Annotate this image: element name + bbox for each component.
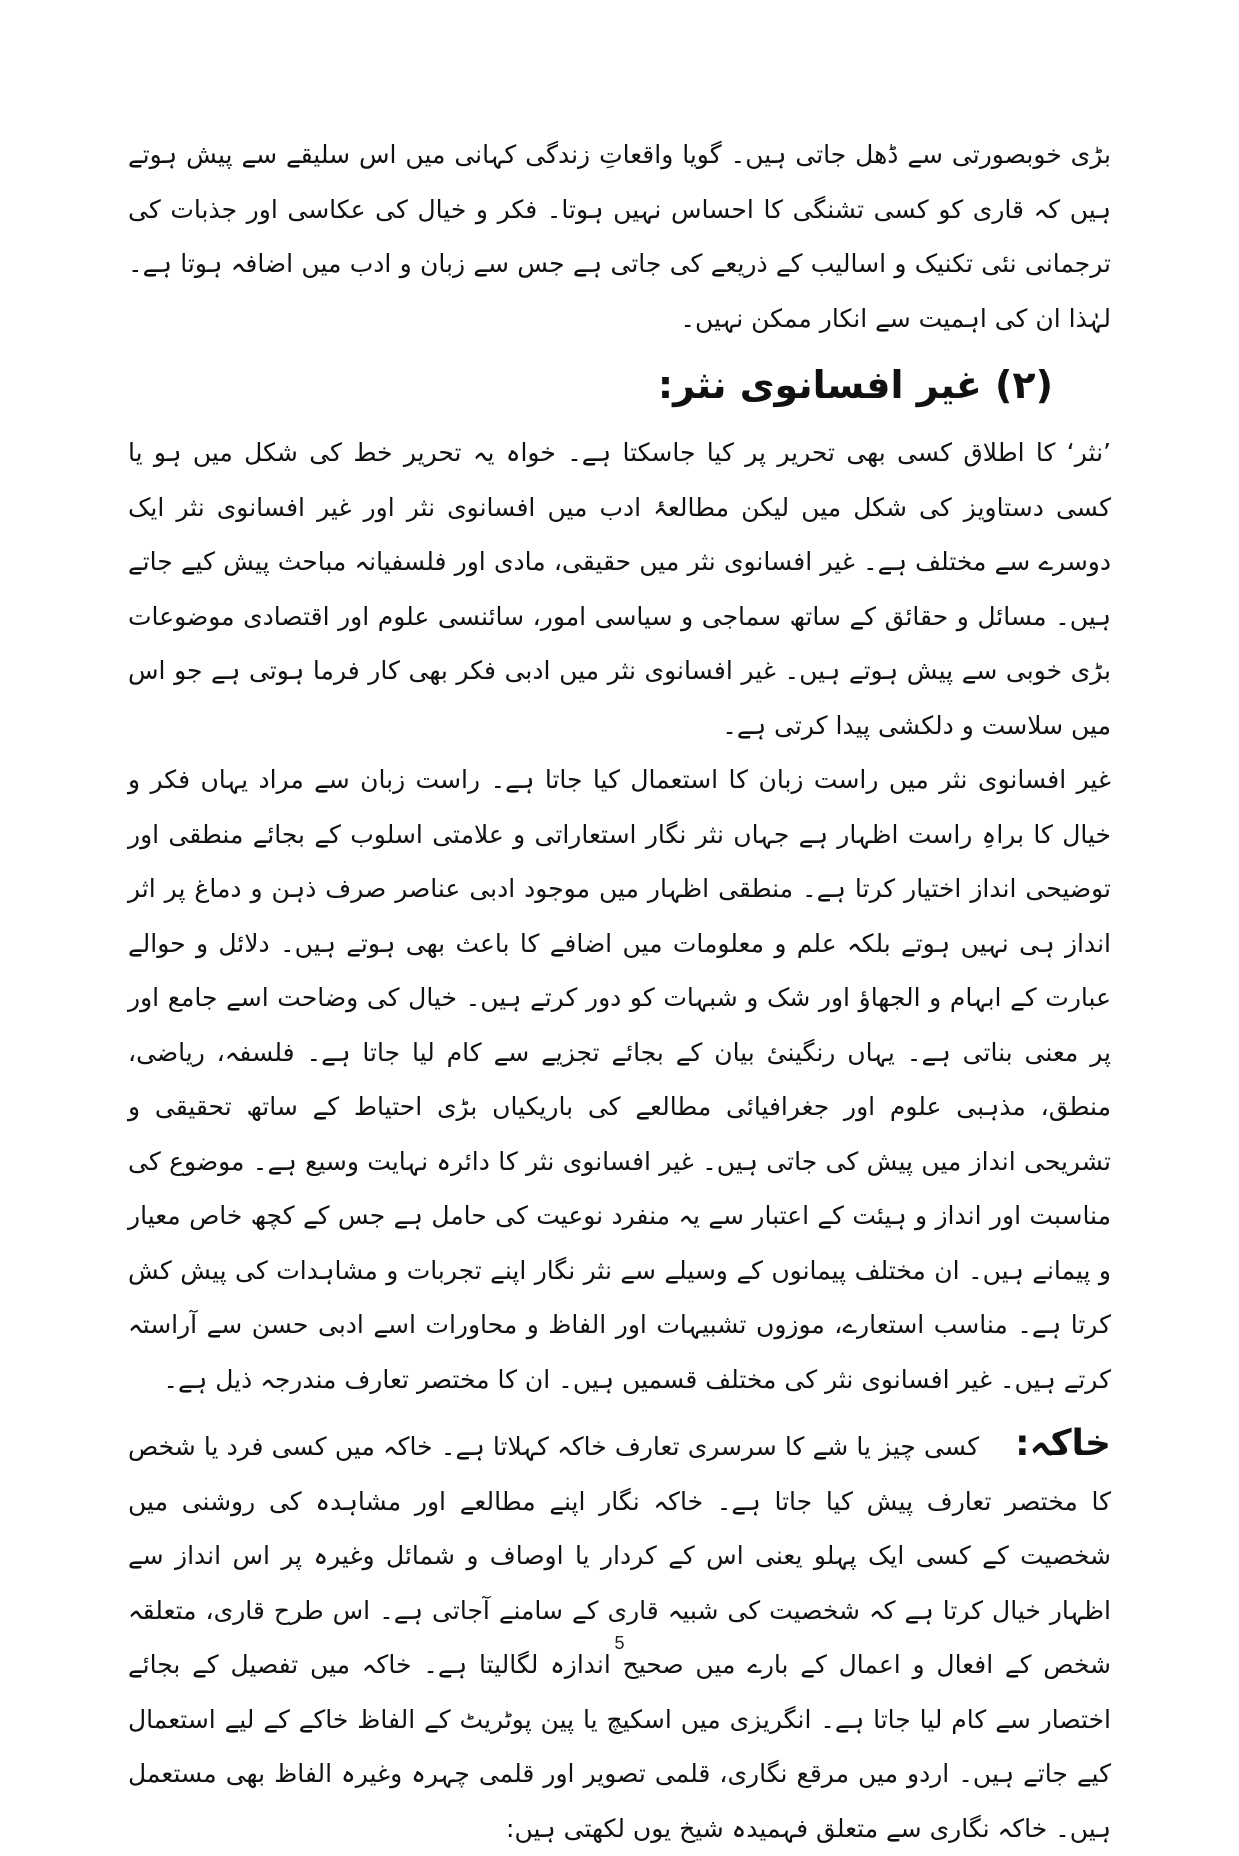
- page-number: 5: [614, 1633, 625, 1653]
- term-sketch: خاکہ:: [1015, 1423, 1111, 1464]
- page-body: [128, 128, 1111, 1856]
- paragraph-direct-language: غیر افسانوی نثر میں راست زبان کا استعمال کیا جاتا ہے۔ راست زبان سے مراد یہاں فکر و خیال کا براہِ راست اظہار ہے جہاں نثر نگار استعاراتی و علامتی اسلوب کے بجائے منطقی اور توضیحی انداز اختیار کرتا ہے۔ منطقی اظہار میں موجود ادبی عناصر صرف ذہن و دماغ پر اثر انداز ہی نہیں ہوتے بلکہ علم و معلومات میں اضافے کا باعث بھی ہوتے ہیں۔ دلائل و حوالے عبارت کے ابہام و الجھاؤ اور شک و شبہات کو دور کرتے ہیں۔ خیال کی وضاحت اسے جامع اور پر معنی بناتی ہے۔ یہاں رنگینیٔ بیان کے بجائے تجزیے سے کام لیا جاتا ہے۔ فلسفہ، ریاضی، منطق، مذہبی علوم اور جغرافیائی مطالعے کی باریکیاں بڑی احتیاط کے ساتھ تحقیقی و تشریحی انداز میں پیش کی جاتی ہیں۔ غیر افسانوی نثر کا دائرہ نہایت وسیع ہے۔ موضوع کی مناسبت اور انداز و ہیئت کے اعتبار سے یہ منفرد نوعیت کی حامل ہے جس کے کچھ خاص معیار و پیمانے ہیں۔ ان مختلف پیمانوں کے وسیلے سے نثر نگار اپنے تجربات و مشاہدات کی پیش کش کرتا ہے۔ مناسب استعارے، موزوں تشبیہات اور الفاظ و محاورات اسے ادبی حسن سے آراستہ کرتے ہیں۔ غیر افسانوی نثر کی مختلف قسمیں ہیں۔ ان کا مختصر تعارف مندرجہ ذیل ہے۔: [128, 765, 1111, 1394]
- section-heading-non-fiction-prose: (۲) غیر افسانوی نثر:: [657, 363, 1053, 407]
- paragraph-prose-definition: ’نثر‘ کا اطلاق کسی بھی تحریر پر کیا جاسکتا ہے۔ خواہ یہ تحریر خط کی شکل میں ہو یا کسی دستاویز کی شکل میں لیکن مطالعۂ ادب میں افسانوی نثر اور غیر افسانوی نثر ایک دوسرے سے مختلف ہے۔ غیر افسانوی نثر میں حقیقی، مادی اور فلسفیانہ مباحث پیش کیے جاتے ہیں۔ مسائل و حقائق کے ساتھ سماجی و سیاسی امور، سائنسی علوم اور اقتصادی موضوعات بڑی خوبی سے پیش ہوتے ہیں۔ غیر افسانوی نثر میں ادبی فکر بھی کار فرما ہوتی ہے جو اس میں سلاست و دلکشی پیدا کرتی ہے۔: [128, 438, 1111, 740]
- paragraph-sketch-text: کسی چیز یا شے کا سرسری تعارف خاکہ کہلاتا ہے۔ خاکہ میں کسی فرد یا شخص کا مختصر تعارف پیش کیا جاتا ہے۔ خاکہ نگار اپنے مطالعے اور مشاہدہ کی روشنی میں شخصیت کے کسی ایک پہلو یعنی اس کے کردار یا اوصاف و شمائل وغیرہ پر اس انداز سے اظہار خیال کرتا ہے کہ شخصیت کی شبیہ قاری کے سامنے آجاتی ہے۔ اس طرح قاری، متعلقہ شخص کے افعال و اعمال کے بارے میں صحیح اندازہ لگالیتا ہے۔ خاکہ میں تفصیل کے بجائے اختصار سے کام لیا جاتا ہے۔ انگریزی میں اسکیچ یا پین پوٹریٹ کے الفاظ خاکے کے لیے استعمال کیے جاتے ہیں۔ اردو میں مرقع نگاری، قلمی تصویر اور قلمی چہرہ وغیرہ الفاظ بھی مستعمل ہیں۔ خاکہ نگاری سے متعلق فہمیدہ شیخ یوں لکھتی ہیں:: [128, 1432, 1111, 1843]
- paragraph-intro: بڑی خوبصورتی سے ڈھل جاتی ہیں۔ گویا واقعاتِ زندگی کہانی میں اس سلیقے سے پیش ہوتے ہیں کہ قاری کو کسی تشنگی کا احساس نہیں ہوتا۔ فکر و خیال کی عکاسی اور جذبات کی ترجمانی نئی تکنیک و اسالیب کے ذریعے کی جاتی ہے جس سے زبان و ادب میں اضافہ ہوتا ہے۔ لہٰذا ان کی اہمیت سے انکار ممکن نہیں۔: [128, 140, 1111, 333]
